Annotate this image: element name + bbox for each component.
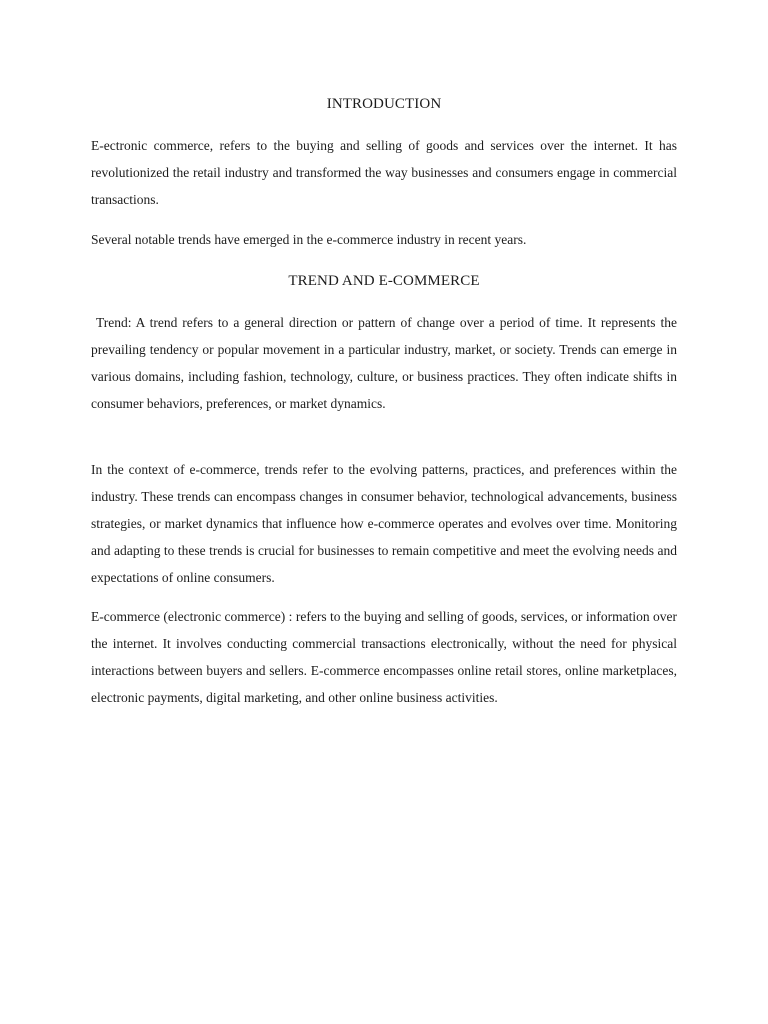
paragraph-ecommerce-definition: E-commerce (electronic commerce) : refers to the buying and selling of goods, services, or information over the internet. It involves conducting commercial transactions electronically, without the need for physical interactions between buyers and sellers. E-commerce encompasses online retail stores, online marketplaces, electronic payments, digital marketing, and other online business activities. <box>91 609 677 705</box>
paragraph-intro-definition: E-ectronic commerce, refers to the buying and selling of goods and services over the internet. It has revolutionized the retail industry and transformed the way businesses and consumers engage in commercial transactions. <box>91 138 677 207</box>
heading-trend-and-ecommerce: TREND AND E-COMMERCE <box>288 273 480 289</box>
paragraph-trend-definition: Trend: A trend refers to a general direction or pattern of change over a period of time. It represents the prevailing tendency or popular movement in a particular industry, market, or society. Trends can emerge in various domains, including fashion, technology, culture, or business practices. They often indicate shifts in consumer behaviors, preferences, or market dynamics. <box>91 315 677 411</box>
heading-introduction: INTRODUCTION <box>326 96 442 112</box>
paragraph-ecommerce-trends-context: In the context of e-commerce, trends refer to the evolving patterns, practices, and preferences within the industry. These trends can encompass changes in consumer behavior, technological advancements, business strategies, or market dynamics that influence how e-commerce operates and evolves over time. Monitoring and adapting to these trends is crucial for businesses to remain competitive and meet the evolving needs and expectations of online consumers. <box>91 462 677 585</box>
paragraph-intro-trends: Several notable trends have emerged in the e-commerce industry in recent years. <box>91 232 527 247</box>
